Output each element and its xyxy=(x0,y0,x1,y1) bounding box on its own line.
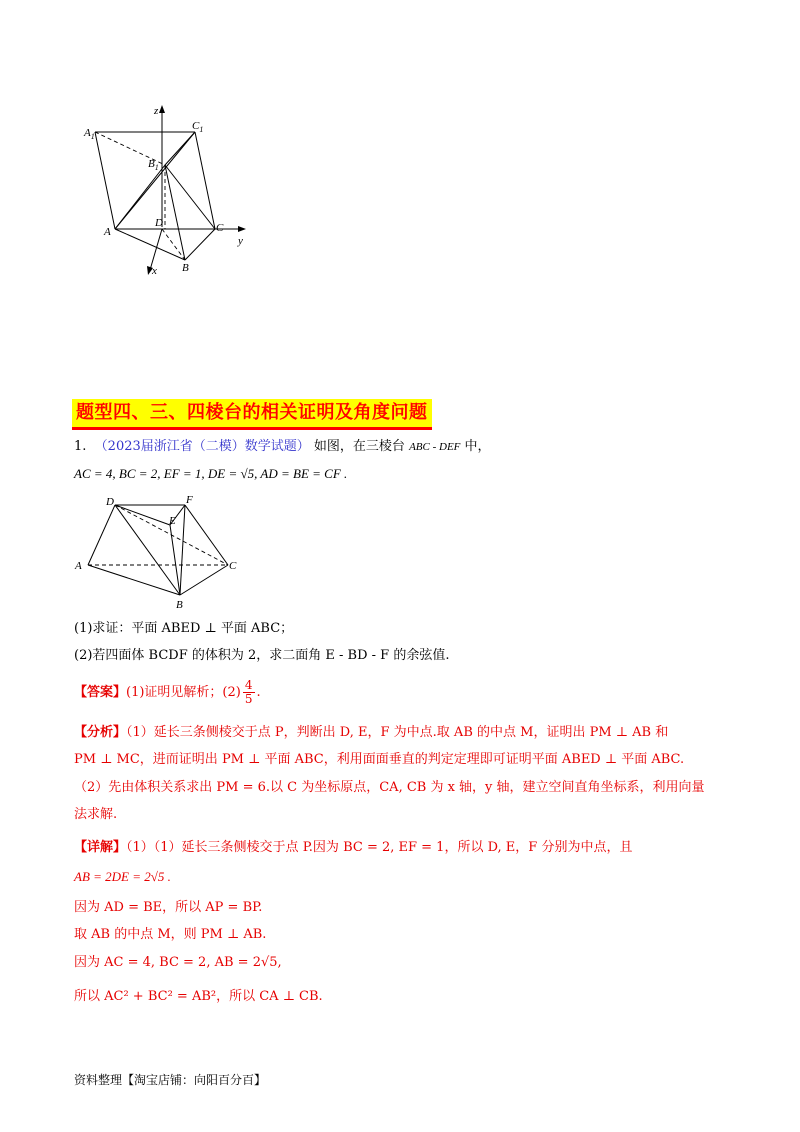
detail-line-1: 【详解】（1）（1）延长三条侧棱交于点 P.因为 BC = 2, EF = 1，所以 D, E，F 分别为中点，且 xyxy=(74,840,633,855)
label-a1: $A_1$ xyxy=(84,127,95,141)
section-title: 题型四、三、四棱台的相关证明及角度问题 xyxy=(72,399,432,427)
detail-line-6: 所以 AC² + BC² = AB²，所以 CA ⊥ CB. xyxy=(74,989,323,1004)
detail-line-3: 因为 AD = BE，所以 AP = BP. xyxy=(74,900,263,915)
figure-frustum xyxy=(70,492,245,612)
solid-name: ABC - DEF xyxy=(409,441,461,453)
label-x-axis: x xyxy=(152,265,157,277)
label-b: B xyxy=(182,262,189,274)
detail-line-5: 因为 AC = 4, BC = 2, AB = 2√5, xyxy=(74,955,282,970)
label-a: A xyxy=(75,560,82,572)
page-footer: 资料整理【淘宝店铺：向阳百分百】 xyxy=(74,1073,267,1087)
problem-source: （2023届浙江省（二模）数学试题） xyxy=(94,439,310,454)
label-b: B xyxy=(176,599,183,611)
label-d: D xyxy=(155,217,163,229)
problem-part-1: (1)求证：平面 ABED ⊥ 平面 ABC； xyxy=(74,621,294,636)
answer-tag: 【答案】 xyxy=(74,685,127,700)
answer-fraction: $\frac{4}{5}$ xyxy=(244,678,253,706)
analysis-line-2: PM ⊥ MC，进而证明出 PM ⊥ 平面 ABC，利用面面垂直的判定定理即可证明平面 ABED ⊥ 平面 ABC. xyxy=(74,752,685,767)
analysis-line-3: （2）先由体积关系求出 PM = 6.以 C 为坐标原点，CA, CB 为 x 轴，y 轴，建立空间直角坐标系，利用向量 xyxy=(74,780,705,795)
problem-conditions: AC = 4, BC = 2, EF = 1, DE = √5, AD = BE = CF . xyxy=(74,466,348,481)
label-z-axis: z xyxy=(154,105,159,117)
detail-line-4: 取 AB 的中点 M，则 PM ⊥ AB. xyxy=(74,927,267,942)
analysis-line-4: 法求解. xyxy=(74,807,118,822)
label-b1: $B_1$ xyxy=(148,158,159,172)
label-c1: $C_1$ xyxy=(192,120,204,134)
label-d: D xyxy=(106,496,114,508)
problem-line-1: 1. （2023届浙江省（二模）数学试题） 如图，在三棱台 ABC - DEF 中， xyxy=(74,439,491,454)
analysis-tag: 【分析】 xyxy=(74,725,127,740)
label-e: E xyxy=(169,515,176,527)
title-underline xyxy=(72,427,432,430)
detail-line-2: AB = 2DE = 2√5 . xyxy=(74,869,171,884)
label-y-axis: y xyxy=(238,235,243,247)
analysis-line-1: 【分析】（1）延长三条侧棱交于点 P，判断出 D, E，F 为中点.取 AB 的中点 M，证明出 PM ⊥ AB 和 xyxy=(74,725,669,740)
figure-coordinate-solid xyxy=(70,95,260,285)
label-a: A xyxy=(104,226,111,238)
label-c: C xyxy=(229,560,237,572)
answer-line: 【答案】(1)证明见解析；(2) $\frac{4}{5}$ . xyxy=(74,678,261,706)
label-c: C xyxy=(216,222,224,234)
detail-tag: 【详解】 xyxy=(74,840,127,855)
label-f: F xyxy=(186,494,193,506)
problem-part-2: (2)若四面体 BCDF 的体积为 2，求二面角 E - BD - F 的余弦值. xyxy=(74,648,450,663)
